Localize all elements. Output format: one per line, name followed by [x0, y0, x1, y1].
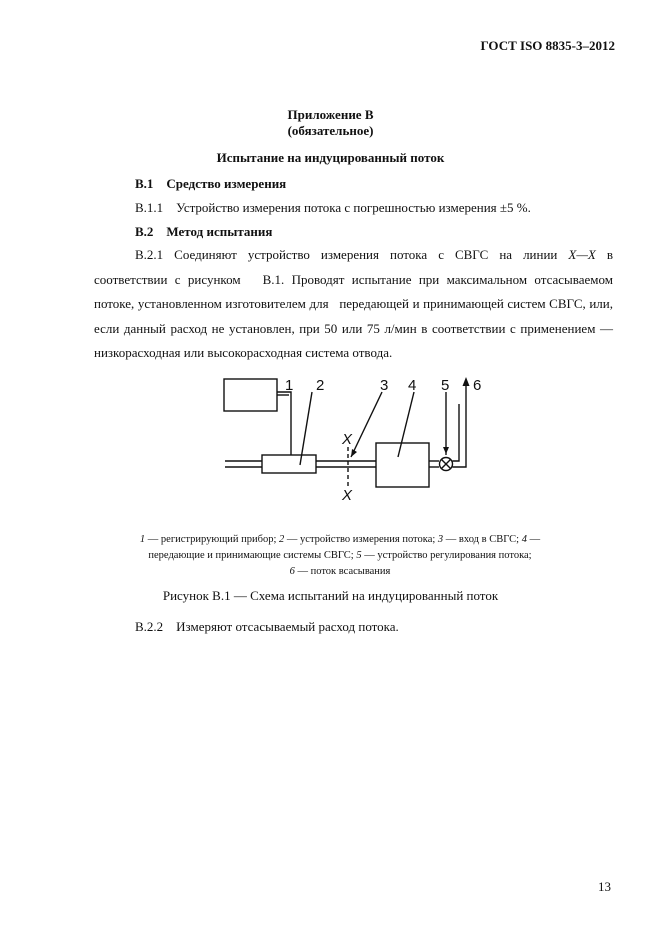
b22-text: В.2.2 Измеряют отсасываемый расход потока. — [135, 619, 399, 634]
arrow-3 — [351, 449, 357, 457]
label-4: 4 — [408, 377, 417, 394]
legend-num-5: 5 — [356, 550, 362, 561]
label-x-bottom: X — [342, 487, 353, 504]
arrow-5 — [443, 447, 449, 454]
exhaust-pipe-inner — [453, 404, 460, 461]
legend-num-4: 4 — [521, 534, 527, 545]
section-title: Испытание на индуцированный поток — [216, 150, 445, 165]
legend-num-1: 1 — [139, 534, 146, 545]
annex-title: Приложение В — [287, 107, 374, 122]
legend-text-1: — регистрирующий прибор; — [145, 534, 280, 545]
b2-heading: В.2 Метод испытания — [135, 224, 273, 239]
leader-4 — [398, 392, 414, 457]
legend-num-3: 3 — [437, 534, 444, 545]
legend-num-6: 6 — [289, 566, 295, 577]
label-1: 1 — [285, 377, 294, 394]
label-6: 6 — [473, 377, 482, 394]
legend-text-6: — поток всасывания — [294, 566, 391, 577]
agss-system-box — [376, 443, 429, 487]
leader-3 — [351, 392, 382, 457]
figure-legend — [120, 532, 560, 580]
leader-2 — [300, 392, 312, 465]
recording-signal-line — [277, 392, 291, 455]
document-header: ГОСТ ISO 8835-3–2012 — [480, 38, 615, 53]
suction-flow-arrow-head — [463, 377, 470, 386]
b1-heading: В.1 Средство измерения — [135, 176, 287, 191]
annex-status: (обязательное) — [287, 123, 374, 138]
label-5: 5 — [441, 377, 450, 394]
label-3: 3 — [380, 377, 389, 394]
b21-text-end: в соответствии с рисунком В.1. Проводят испытание при максимальном отсасываемом потоке, установленном изготовителем для передающей и принимающей систем СВГС, или, если данный расход не установлен, при 50 или 75 л/мин в соответствии с применением — низкорасходная или высокорасходная система отвода. — [94, 247, 617, 360]
legend-num-2: 2 — [279, 534, 285, 545]
legend-text-4: — передающие и принимающие системы СВГС; — [148, 534, 541, 561]
legend-text-2: — устройство измерения потока; — [284, 534, 438, 545]
label-2: 2 — [316, 377, 325, 394]
b11-text: В.1.1 Устройство измерения потока с погрешностью измерения ±5 %. — [135, 200, 531, 215]
line-xx: X—X — [568, 247, 596, 262]
b21-text-start: В.2.1 Соединяют устройство измерения потока с СВГС на линии — [135, 247, 569, 262]
recording-device-box — [224, 379, 277, 411]
page-number: 13 — [598, 879, 611, 894]
legend-text-5: — устройство регулирования потока; — [361, 550, 532, 561]
figure-caption: Рисунок В.1 — Схема испытаний на индуцированный поток — [162, 588, 499, 603]
legend-text-3: — вход в СВГС; — [443, 534, 522, 545]
label-x-top: X — [342, 431, 353, 448]
flow-meter-box — [262, 455, 316, 473]
